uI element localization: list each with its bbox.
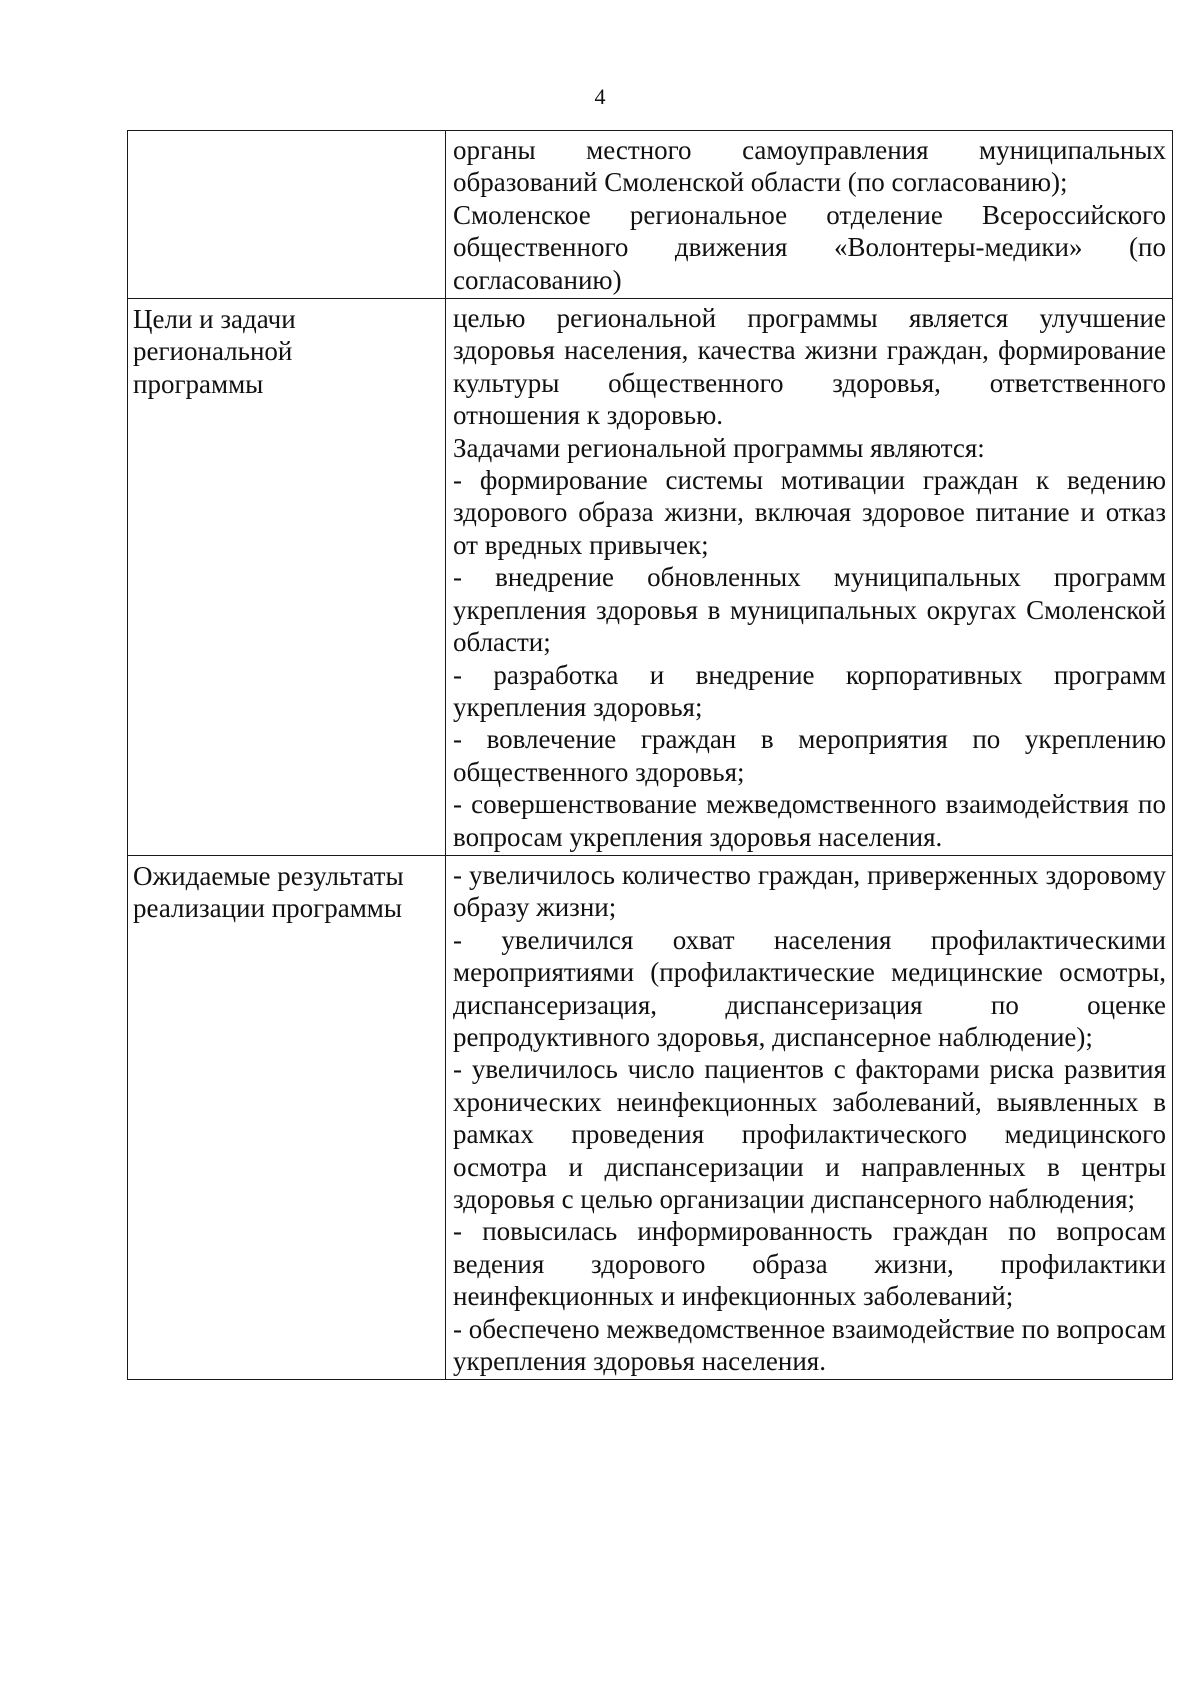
row-label-line: Цели и задачи xyxy=(133,304,296,335)
row-label-line: реализации программы xyxy=(133,893,403,924)
paragraph: целью региональной программы является улучшение здоровья населения, качества жизни граждан, формирование культуры общественного здоровья, ответственного отношения к здоровью. xyxy=(453,303,1166,431)
paragraph: Задачами региональной программы являются: xyxy=(453,432,985,463)
list-item: - вовлечение граждан в мероприятия по укреплению общественного здоровья; xyxy=(453,724,1166,787)
row-label-cell xyxy=(128,855,446,1380)
list-item: - формирование системы мотивации граждан к ведению здорового образа жизни, включая здоровое питание и отказ от вредных привычек; xyxy=(453,465,1166,560)
list-item: - совершенствование межведомственного взаимодействия по вопросам укрепления здоровья населения. xyxy=(453,789,1166,852)
table-row-expected-results xyxy=(128,855,1173,1380)
row-label-line: программы xyxy=(133,368,264,399)
row-label-cell xyxy=(128,131,446,299)
row-content-cell xyxy=(446,299,1173,856)
table-row-goals-tasks xyxy=(128,299,1173,856)
paragraph: органы местного самоуправления муниципальных образований Смоленской области (по согласованию); xyxy=(453,135,1166,198)
program-passport-table xyxy=(127,130,1173,1380)
list-item: - внедрение обновленных муниципальных программ укрепления здоровья в муниципальных округах Смоленской области; xyxy=(453,562,1166,658)
row-content-cell xyxy=(446,855,1173,1380)
list-item: - обеспечено межведомственное взаимодействие по вопросам укрепления здоровья населения. xyxy=(453,1313,1166,1377)
table-row-participants xyxy=(128,131,1173,299)
row-label-line: Ожидаемые результаты xyxy=(133,860,404,891)
list-item: - увеличился охват населения профилактическими мероприятиями (профилактические медицинские осмотры, диспансеризация, диспансеризация по оценке репродуктивного здоровья, диспансерное наблюдение); xyxy=(453,924,1166,1052)
list-item: - увеличилось число пациентов с факторами риска развития хронических неинфекционных заболеваний, выявленных в рамках проведения профилактического медицинского осмотра и диспансеризации и направленных в центры здоровья с целью организации диспансерного наблюдения; xyxy=(453,1054,1166,1214)
page-number: 4 xyxy=(594,84,606,109)
list-item: - разработка и внедрение корпоративных программ укрепления здоровья; xyxy=(453,659,1166,722)
paragraph: Смоленское региональное отделение Всероссийского общественного движения «Волонтеры-медики» (по согласованию) xyxy=(453,199,1166,295)
list-item: - увеличилось количество граждан, приверженных здоровому образу жизни; xyxy=(453,859,1166,923)
row-label-line: региональной xyxy=(133,336,293,367)
row-content-cell xyxy=(446,131,1173,299)
row-label-cell xyxy=(128,299,446,856)
list-item: - повысилась информированность граждан по вопросам ведения здорового образа жизни, профилактики неинфекционных и инфекционных заболеваний; xyxy=(453,1216,1166,1312)
